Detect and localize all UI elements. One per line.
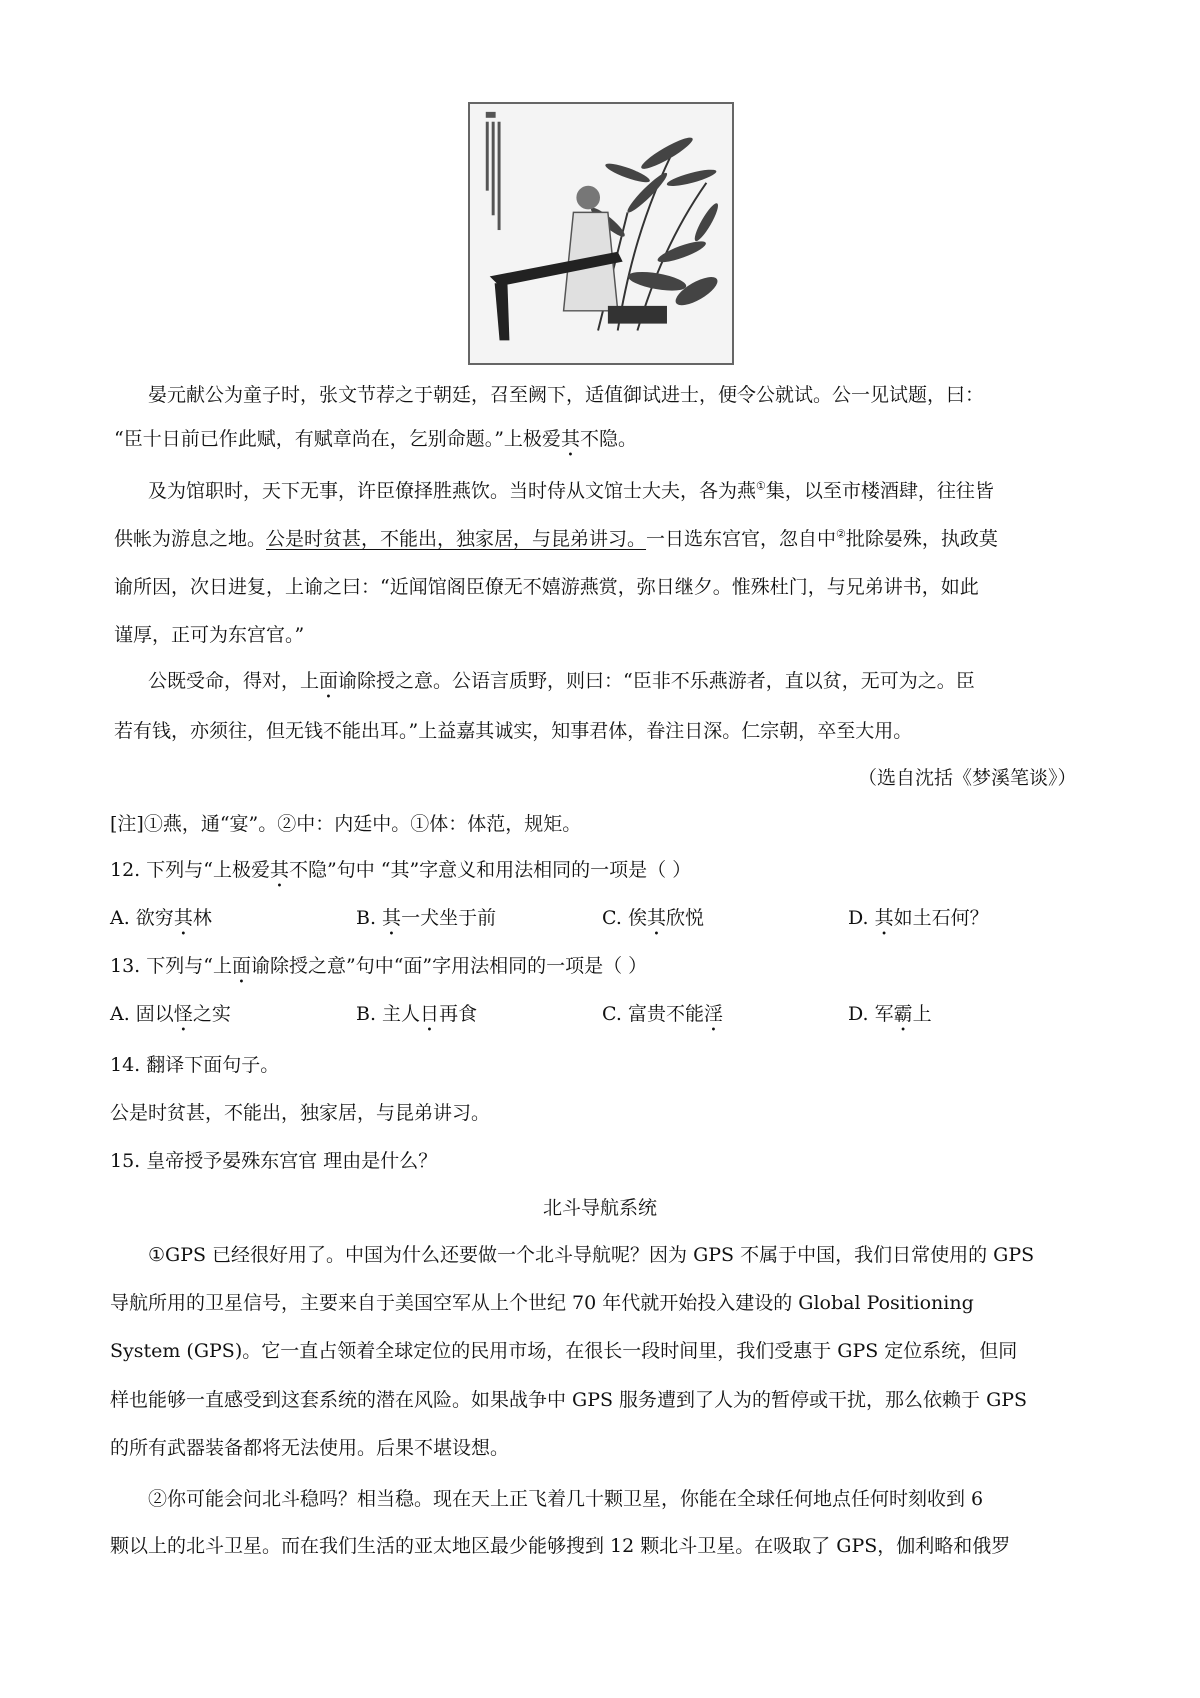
question-14: 14. 翻译下面句子。 [110, 1054, 280, 1076]
option-d[interactable]: D. 其如土石何？ [848, 907, 989, 929]
question-15: 15. 皇帝授予晏殊东宫官 理由是什么？ [110, 1150, 438, 1172]
wenyan-p1-line2: “臣十日前已作此赋，有赋章尚在，乞别命题。”上极爱其不隐。 [114, 428, 637, 450]
article-p1-line4: 样也能够一直感受到这套系统的潜在风险。如果战争中 GPS 服务遭到了人为的暂停或干扰，那么依赖于 GPS [110, 1389, 1028, 1411]
article-p1-line2: 导航所用的卫星信号，主要来自于美国空军从上个世纪 70 年代就开始投入建设的 Global Positioning [110, 1292, 974, 1314]
article-title: 北斗导航系统 [542, 1197, 657, 1219]
wenyan-p2-line4: 谨厚，正可为东宫官。” [114, 624, 305, 646]
article-p1-line3: System (GPS)。它一直占领着全球定位的民用市场，在很长一段时间里，我们受惠于 GPS 定位系统，但同 [110, 1340, 1018, 1362]
article-p1-line1: ①GPS 已经很好用了。中国为什么还要做一个北斗导航呢？因为 GPS 不属于中国，我们日常使用的 GPS [148, 1244, 1035, 1266]
scholar-painting-icon [470, 104, 732, 363]
illustration-image [468, 102, 734, 365]
source-citation: （选自沈括《梦溪笔谈》） [858, 767, 1077, 789]
option-d[interactable]: D. 军霸上 [848, 1003, 932, 1025]
article-p2-line2: 颗以上的北斗卫星。而在我们生活的亚太地区最少能够搜到 12 颗北斗卫星。在吸取了 GPS，伽利略和俄罗 [110, 1535, 1011, 1557]
option-a[interactable]: A. 欲穷其林 [110, 907, 212, 929]
question-12-options [0, 906, 1200, 936]
option-b[interactable]: B. 主人日再食 [356, 1003, 478, 1025]
article-p1-line5: 的所有武器装备都将无法使用。后果不堪设想。 [110, 1437, 510, 1459]
wenyan-p3-line1: 公既受命，得对，上面谕除授之意。公语言质野，则曰：“臣非不乐燕游者，直以贫，无可为之。臣 [148, 670, 975, 692]
option-b[interactable]: B. 其一犬坐于前 [356, 907, 497, 929]
option-c[interactable]: C. 富贵不能淫 [602, 1003, 723, 1025]
article-p2-line1: ②你可能会问北斗稳吗？相当稳。现在天上正飞着几十颗卫星，你能在全球任何地点任何时刻收到 6 [148, 1488, 984, 1510]
wenyan-p2-line1: 及为馆职时，天下无事，许臣僚择胜燕饮。当时侍从文馆士大夫，各为燕①集，以至市楼酒肆，往往皆 [148, 479, 994, 502]
question-12: 12. 下列与“上极爱其不隐”句中 “其”字意义和用法相同的一项是（ ） [110, 859, 692, 881]
option-c[interactable]: C. 俟其欣悦 [602, 907, 704, 929]
wenyan-p3-line2: 若有钱，亦须往，但无钱不能出耳。”上益嘉其诚实，知事君体，眷注日深。仁宗朝，卒至大用。 [114, 720, 913, 742]
underlined-sentence: 公是时贫甚，不能出，独家居，与昆弟讲习。 [266, 528, 647, 550]
wenyan-p1-line1: 晏元献公为童子时，张文节荐之于朝廷，召至阙下，适值御试进士，便令公就试。公一见试题，曰： [148, 384, 985, 406]
question-13-options [0, 1002, 1200, 1032]
annotation-note: [注]①燕，通“宴”。②中：内廷中。①体：体范，规矩。 [110, 813, 582, 835]
wenyan-p2-line3: 谕所因，次日进复，上谕之曰：“近闻馆阁臣僚无不嬉游燕赏，弥日继夕。惟殊杜门，与兄弟讲书，如此 [114, 576, 979, 598]
question-14-sentence: 公是时贫甚，不能出，独家居，与昆弟讲习。 [110, 1102, 491, 1124]
option-a[interactable]: A. 固以怪之实 [110, 1003, 231, 1025]
question-13: 13. 下列与“上面谕除授之意”句中“面”字用法相同的一项是（ ） [110, 955, 648, 977]
wenyan-p2-line2: 供帐为游息之地。公是时贫甚，不能出，独家居，与昆弟讲习。一日选东宫官，忽自中②批除晏殊，执政莫 [114, 527, 998, 550]
